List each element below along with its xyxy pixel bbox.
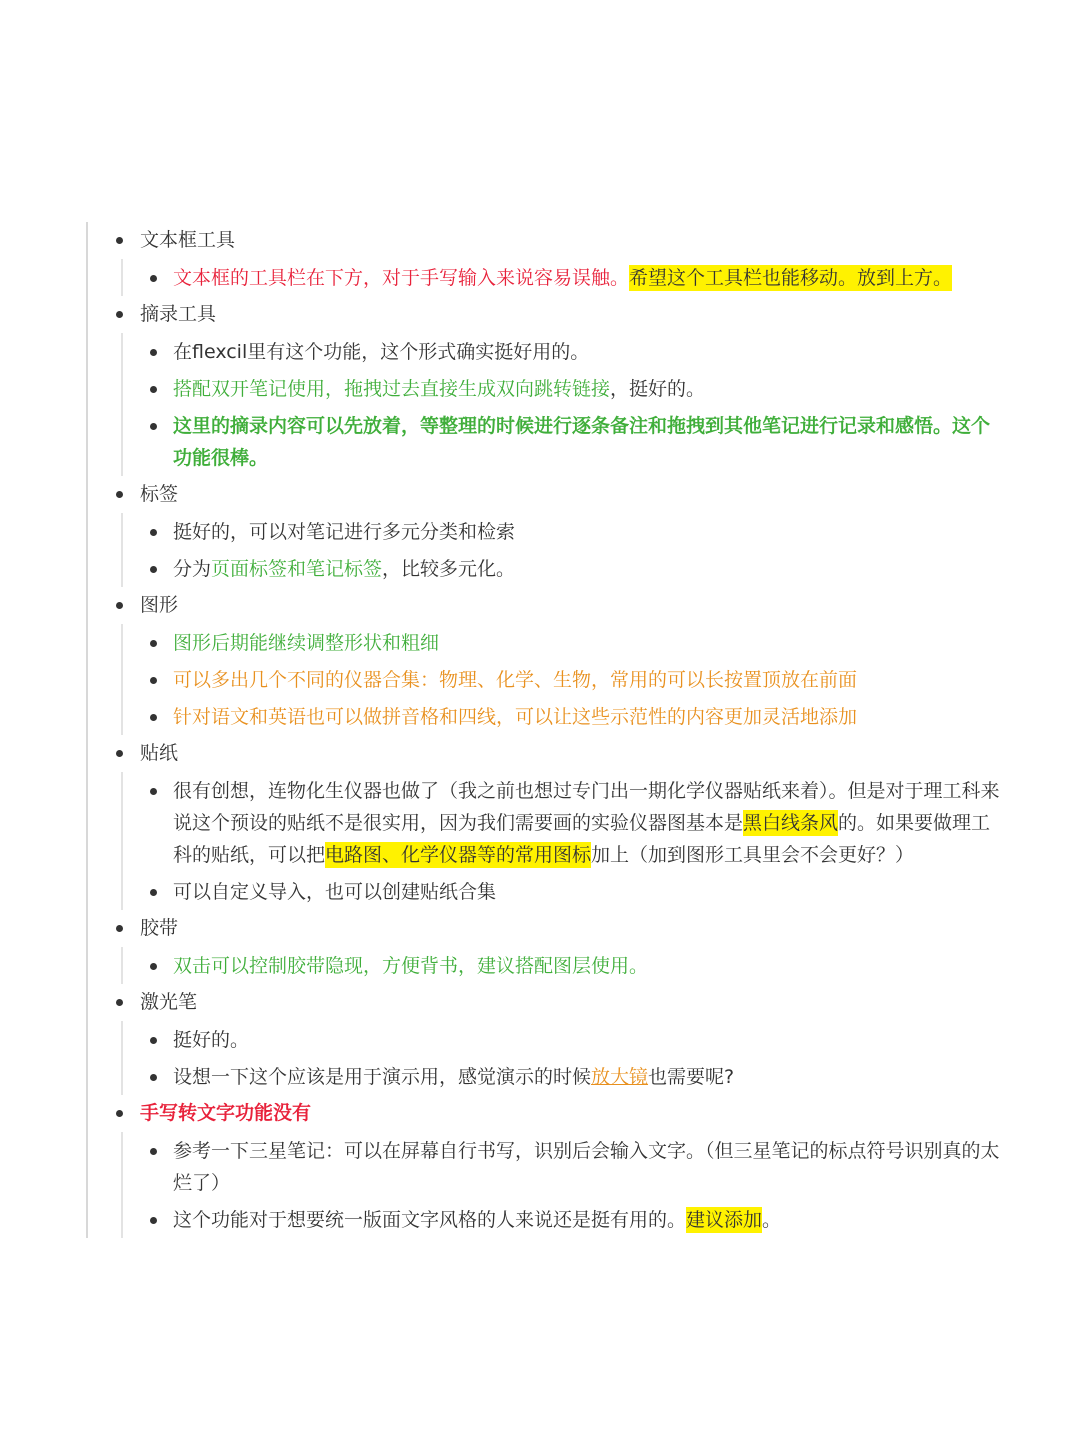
section-textbox-tool [88, 222, 1018, 296]
note-text: 参考一下三星笔记：可以在屏幕自行书写，识别后会输入文字。（但三星笔记的标点符号识别真的太烂了） [173, 1139, 1000, 1194]
sub-list [121, 624, 1018, 735]
note-text: 可以多出几个不同的仪器合集：物理、化学、生物，常用的可以长按置顶放在前面 [173, 668, 858, 691]
section-title: 图形 [140, 594, 179, 616]
note-text: 加上（加到图形工具里会不会更好？） [591, 843, 915, 866]
note-text: 双击可以控制胶带隐现，方便背书，建议搭配图层使用。 [173, 954, 649, 977]
note-text: 这个功能对于想要统一版面文字风格的人来说还是挺有用的。 [173, 1208, 687, 1231]
section-handwriting-to-text [88, 1095, 1018, 1238]
note-text: ，比较多元化。 [382, 557, 516, 580]
list-item [123, 1058, 1018, 1095]
sub-list [121, 513, 1018, 587]
note-text: 搭配双开笔记使用，拖拽过去直接生成双向跳转链接 [173, 377, 611, 400]
note-text: 的。如果要做理工科的贴纸，可以把 [173, 811, 991, 866]
list-item [123, 370, 1018, 407]
sub-list [121, 259, 1018, 296]
list-item [123, 772, 1018, 873]
section-title: 贴纸 [140, 742, 179, 764]
list-item [123, 698, 1018, 735]
list-item [123, 1021, 1018, 1058]
note-text: 分为 [173, 557, 212, 580]
list-item [123, 1132, 1018, 1201]
sub-list [121, 333, 1018, 476]
highlighted-text: 电路图、化学仪器等的常用图标 [325, 843, 592, 866]
note-text: 在flexcil里有这个功能，这个形式确实挺好用的。 [173, 340, 590, 363]
list-item [123, 624, 1018, 661]
note-text: 设想一下这个应该是用于演示用，感觉演示的时候 [173, 1065, 592, 1088]
list-item [123, 661, 1018, 698]
sub-list [121, 772, 1018, 910]
list-item [123, 947, 1018, 984]
section-title: 文本框工具 [140, 229, 236, 251]
sub-list [121, 947, 1018, 984]
list-item [123, 333, 1018, 370]
sub-list [121, 1021, 1018, 1095]
section-title: 标签 [140, 483, 179, 505]
note-text: 页面标签和笔记标签 [211, 557, 383, 580]
notes-document [86, 222, 1018, 1238]
section-title: 摘录工具 [140, 303, 217, 325]
highlighted-text: 黑白线条风 [743, 811, 839, 834]
section-tape [88, 910, 1018, 984]
section-title: 激光笔 [140, 991, 198, 1013]
outline-list [88, 222, 1018, 1238]
sub-list [121, 1132, 1018, 1238]
note-text: 挺好的。 [173, 1028, 250, 1051]
note-text: 可以自定义导入，也可以创建贴纸合集 [173, 880, 497, 903]
note-text: 文本框的工具栏在下方，对于手写输入来说容易误触。 [173, 266, 630, 289]
section-title: 胶带 [140, 917, 179, 939]
note-text: 图形后期能继续调整形状和粗细 [173, 631, 440, 654]
note-text: 也需要呢? [648, 1065, 735, 1088]
section-tags [88, 476, 1018, 587]
section-title: 手写转文字功能没有 [140, 1102, 312, 1124]
note-text: 很有创想，连物化生仪器也做了（我之前也想过专门出一期化学仪器贴纸来着）。但是对于理工科来说这个预设的贴纸不是很实用，因为我们需要画的实验仪器图基本是 [173, 779, 1000, 834]
underlined-text: 放大镜 [591, 1065, 649, 1088]
list-item [123, 1201, 1018, 1238]
section-stickers [88, 735, 1018, 910]
list-item [123, 873, 1018, 910]
highlighted-text: 建议添加 [686, 1208, 763, 1231]
list-item [123, 550, 1018, 587]
note-text: 针对语文和英语也可以做拼音格和四线，可以让这些示范性的内容更加灵活地添加 [173, 705, 858, 728]
section-excerpt-tool [88, 296, 1018, 476]
section-shapes [88, 587, 1018, 735]
note-text: 。 [762, 1208, 782, 1231]
note-text: 挺好的，可以对笔记进行多元分类和检索 [173, 520, 516, 543]
list-item [123, 407, 1018, 476]
note-text: ，挺好的。 [610, 377, 706, 400]
section-laser-pointer [88, 984, 1018, 1095]
list-item [123, 513, 1018, 550]
list-item [123, 259, 1018, 296]
highlighted-text: 希望这个工具栏也能移动。放到上方。 [629, 266, 953, 289]
note-text: 这里的摘录内容可以先放着，等整理的时候进行逐条备注和拖拽到其他笔记进行记录和感悟。这个功能很棒。 [173, 414, 991, 469]
